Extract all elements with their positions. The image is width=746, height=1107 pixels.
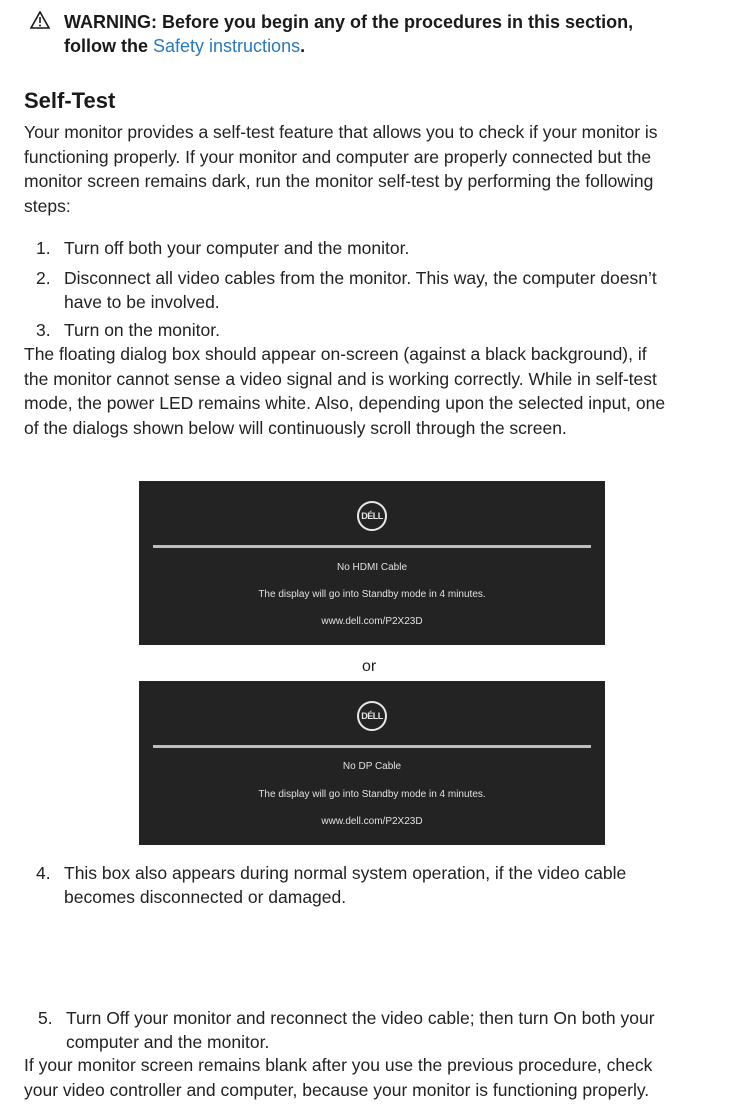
step-number: 4. bbox=[36, 863, 51, 883]
closing-line: your video controller and computer, because your monitor is functioning properly. bbox=[24, 1079, 650, 1100]
dialog-divider bbox=[153, 745, 591, 748]
hdmi-dialog-image bbox=[139, 481, 605, 645]
intro-paragraph bbox=[24, 120, 724, 218]
intro-line: functioning properly. If your monitor and computer are properly connected but the bbox=[24, 146, 652, 167]
description-line: The floating dialog box should appear on-screen (against a black background), if bbox=[24, 344, 647, 364]
dialog-url: www.dell.com/P2X23D bbox=[321, 616, 423, 627]
description-line: mode, the power LED remains white. Also, depending upon the selected input, one bbox=[24, 393, 666, 413]
step-text: Turn on the monitor. bbox=[64, 320, 220, 340]
step-5 bbox=[38, 1006, 738, 1054]
step-number: 2. bbox=[36, 268, 51, 288]
step-number: 3. bbox=[36, 320, 51, 340]
description-line: of the dialogs shown below will continuously scroll through the screen. bbox=[24, 417, 567, 438]
step-text: Turn off both your computer and the monitor. bbox=[64, 238, 410, 258]
step-text: have to be involved. bbox=[64, 292, 220, 312]
step-text: Disconnect all video cables from the monitor. This way, the computer doesn’t bbox=[64, 268, 657, 288]
step-number: 1. bbox=[36, 238, 51, 258]
step-text: This box also appears during normal system operation, if the video cable bbox=[64, 863, 627, 883]
step-1 bbox=[36, 236, 736, 260]
step-number: 5. bbox=[38, 1008, 53, 1028]
dialog-message: The display will go into Standby mode in 4 minutes. bbox=[258, 789, 486, 800]
section-title: Self-Test bbox=[24, 88, 116, 113]
or-separator: or bbox=[362, 658, 377, 675]
intro-line: monitor screen remains dark, run the monitor self-test by performing the following bbox=[24, 171, 654, 191]
dp-dialog-image bbox=[139, 681, 605, 845]
dialog-title: No DP Cable bbox=[342, 761, 402, 772]
warning-end: . bbox=[300, 36, 306, 56]
intro-line: steps: bbox=[24, 195, 71, 216]
step-2 bbox=[36, 266, 736, 314]
dialog-divider bbox=[153, 545, 591, 548]
dialog-url: www.dell.com/P2X23D bbox=[321, 816, 423, 827]
dialog-description bbox=[24, 342, 724, 440]
step-text: becomes disconnected or damaged. bbox=[64, 887, 347, 907]
step-3 bbox=[36, 318, 736, 342]
step-text: Turn Off your monitor and reconnect the video cable; then turn On both your bbox=[66, 1008, 655, 1028]
intro-line: Your monitor provides a self-test feature that allows you to check if your monitor is bbox=[24, 122, 658, 142]
warning-triangle-icon bbox=[30, 11, 50, 29]
dialog-title: No HDMI Cable bbox=[336, 562, 408, 573]
dell-logo-icon: DÉLL bbox=[357, 501, 387, 531]
step-4 bbox=[36, 861, 736, 909]
safety-instructions-link[interactable]: Safety instructions bbox=[153, 36, 301, 56]
warning-follow-text: follow the bbox=[64, 36, 148, 56]
description-line: the monitor cannot sense a video signal and is working correctly. While in self-test bbox=[24, 368, 657, 389]
step-text: computer and the monitor. bbox=[66, 1032, 270, 1052]
dell-logo-icon: DÉLL bbox=[357, 701, 387, 731]
dialog-message: The display will go into Standby mode in 4 minutes. bbox=[258, 589, 486, 600]
warning-text-line1: WARNING: Before you begin any of the procedures in this section, bbox=[64, 12, 634, 32]
closing-line: If your monitor screen remains blank after you use the previous procedure, check bbox=[24, 1055, 653, 1075]
closing-paragraph bbox=[24, 1053, 734, 1102]
